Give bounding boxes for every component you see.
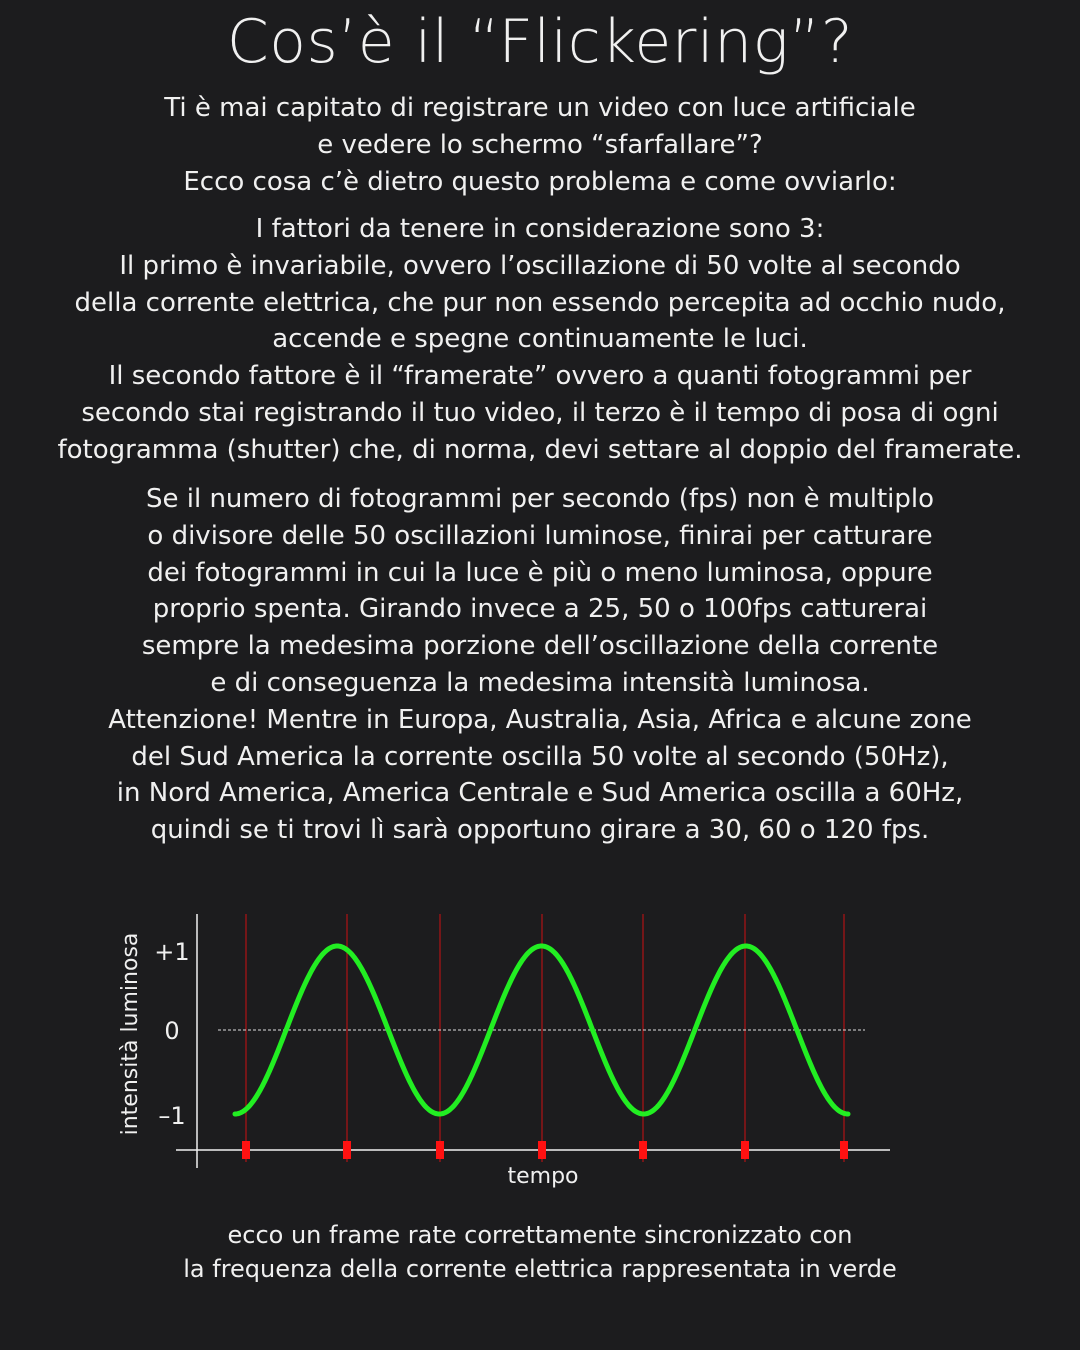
x-axis-label: tempo <box>507 1164 579 1189</box>
y-tick-zero: 0 <box>164 1017 180 1045</box>
caption-line: la frequenza della corrente elettrica rappresentata in verde <box>183 1255 897 1283</box>
explanation-line: quindi se ti trovi lì sarà opportuno girare a 30, 60 o 120 fps. <box>150 815 930 846</box>
frame-marker <box>343 1141 351 1159</box>
frame-marker <box>741 1141 749 1159</box>
explanation-line: e di conseguenza la medesima intensità luminosa. <box>210 667 870 698</box>
factors-line: della corrente elettrica, che pur non essendo percepita ad occhio nudo, <box>74 287 1006 318</box>
frame-marker <box>436 1141 444 1159</box>
factors-line: fotogramma (shutter) che, di norma, devi settare al doppio del framerate. <box>57 434 1023 465</box>
factors-line: secondo stai registrando il tuo video, il terzo è il tempo di posa di ogni <box>81 397 999 428</box>
explanation-line: in Nord America, America Centrale e Sud America oscilla a 60Hz, <box>116 778 964 809</box>
explanation-line: dei fotogrammi in cui la luce è più o meno luminosa, oppure <box>147 557 933 588</box>
intro-line: e vedere lo schermo “sfarfallare”? <box>317 129 763 160</box>
y-tick-minus-one: –1 <box>158 1102 186 1130</box>
explanation-line: sempre la medesima porzione dell’oscillazione della corrente <box>141 631 939 662</box>
y-tick-plus-one: +1 <box>154 938 190 966</box>
caption-line: ecco un frame rate correttamente sincronizzato con <box>227 1221 853 1249</box>
factors-line: Il secondo fattore è il “framerate” ovvero a quanti fotogrammi per <box>108 361 972 392</box>
frame-marker <box>639 1141 647 1159</box>
factors-paragraph <box>20 211 1060 469</box>
frame-marker <box>538 1141 546 1159</box>
frame-marker <box>840 1141 848 1159</box>
intro-line: Ti è mai capitato di registrare un video con luce artificiale <box>164 93 916 123</box>
intro-line: Ecco cosa c’è dietro questo problema e come ovviarlo: <box>183 166 897 197</box>
frame-marker <box>242 1141 250 1159</box>
explanation-paragraph <box>20 481 1060 849</box>
factors-line: I fattori da tenere in considerazione sono 3: <box>255 214 825 244</box>
factors-line: Il primo è invariabile, ovvero l’oscillazione di 50 volte al secondo <box>119 250 961 281</box>
factors-line: accende e spegne continuamente le luci. <box>272 324 808 355</box>
y-axis-label: intensità luminosa <box>118 932 143 1136</box>
intro-paragraph <box>20 90 1060 200</box>
explanation-line: Se il numero di fotogrammi per secondo (fps) non è multiplo <box>145 484 935 514</box>
explanation-line: proprio spenta. Girando invece a 25, 50 o 100fps catturerai <box>152 594 928 625</box>
flicker-diagram <box>100 900 920 1200</box>
explanation-line: Attenzione! Mentre in Europa, Australia, Asia, Africa e alcune zone <box>108 704 972 735</box>
explanation-line: o divisore delle 50 oscillazioni luminose, finirai per catturare <box>147 520 933 551</box>
diagram-caption <box>0 1218 1080 1286</box>
page-title: Cos’è il “Flickering”? <box>226 7 854 77</box>
explanation-line: del Sud America la corrente oscilla 50 volte al secondo (50Hz), <box>131 741 949 772</box>
